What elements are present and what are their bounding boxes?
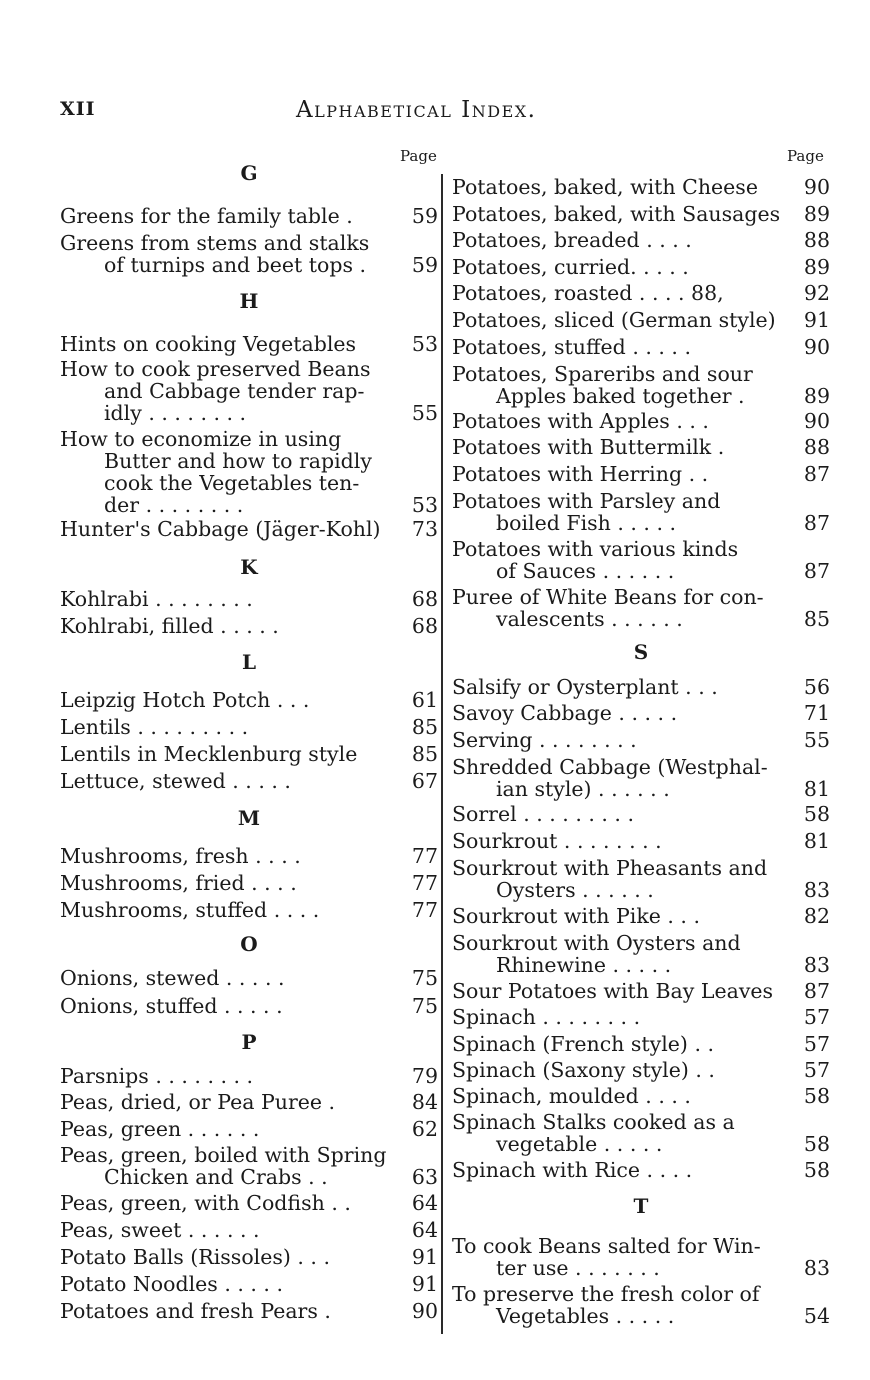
index-entry-line: Potatoes, Spareribs and sour — [452, 362, 753, 386]
index-entry-text — [452, 436, 830, 458]
index-entry-page: 75 — [411, 994, 438, 1018]
index-entry-text — [60, 995, 438, 1017]
index-entry-text — [452, 1283, 830, 1327]
index-entry — [452, 980, 830, 1002]
index-entry — [60, 872, 438, 894]
index-entry-page: 88 — [803, 435, 830, 459]
index-entry-line: Sourkrout with Pike . . . — [452, 904, 700, 928]
index-entry-text — [60, 899, 438, 921]
index-entry-text — [60, 1065, 438, 1087]
index-entry-page: 75 — [411, 966, 438, 990]
index-entry-line: Peas, dried, or Pea Puree . — [60, 1090, 336, 1114]
index-entry-text — [60, 1091, 438, 1113]
index-entry-text — [452, 702, 830, 724]
index-entry-line: Spinach (French style) . . — [452, 1032, 714, 1056]
index-entry-line: idly . . . . . . . . — [104, 401, 247, 425]
page-column-label-left: Page — [400, 147, 437, 165]
section-letter-s: S — [633, 640, 649, 664]
index-entry-page: 61 — [411, 688, 438, 712]
index-entry-page: 71 — [803, 701, 830, 725]
index-entry-line: Lettuce, stewed . . . . . — [60, 769, 291, 793]
index-entry-page: 54 — [803, 1304, 830, 1328]
index-entry — [60, 995, 438, 1017]
section-letter-m: M — [237, 806, 261, 830]
index-entry-line: ian style) . . . . . . — [496, 777, 670, 801]
index-entry-line: Sourkrout . . . . . . . . — [452, 829, 662, 853]
index-entry-text — [452, 830, 830, 852]
index-entry — [452, 932, 830, 976]
index-entry-line: boiled Fish . . . . . — [496, 511, 677, 535]
index-entry-line: Spinach Stalks cooked as a — [452, 1110, 735, 1134]
index-entry-text — [60, 1144, 438, 1188]
index-entry-line: valescents . . . . . . — [496, 607, 683, 631]
index-entry-line: Potatoes with Apples . . . — [452, 409, 709, 433]
index-entry-line: Rhinewine . . . . . — [496, 953, 672, 977]
index-entry-line: Mushrooms, stuffed . . . . — [60, 898, 320, 922]
index-entry-line: Mushrooms, fresh . . . . — [60, 844, 301, 868]
index-entry-page: 85 — [411, 715, 438, 739]
index-entry — [452, 1235, 830, 1279]
index-entry-line: Spinach . . . . . . . . — [452, 1005, 641, 1029]
index-entry-page: 87 — [803, 511, 830, 535]
index-entry-page: 63 — [411, 1165, 438, 1189]
section-letter-p: P — [241, 1030, 257, 1054]
index-entry — [452, 1283, 830, 1327]
index-entry-page: 82 — [803, 904, 830, 928]
index-entry-page: 90 — [803, 335, 830, 359]
index-entry-line: Shredded Cabbage (Westphal- — [452, 755, 768, 779]
section-letter-k: K — [240, 555, 258, 579]
index-entry — [452, 363, 830, 407]
index-entry-page: 58 — [803, 1158, 830, 1182]
index-entry-line: Apples baked together . — [496, 384, 745, 408]
index-entry — [60, 770, 438, 792]
index-entry — [452, 229, 830, 251]
index-entry-text — [452, 256, 830, 278]
section-letter-l: L — [241, 650, 257, 674]
index-entry-page: 55 — [803, 728, 830, 752]
index-entry — [60, 1300, 438, 1322]
index-entry-line: Onions, stuffed . . . . . — [60, 994, 283, 1018]
index-entry-page: 64 — [411, 1218, 438, 1242]
index-entry — [60, 358, 438, 424]
index-entry-page: 88 — [803, 228, 830, 252]
index-entry-page: 77 — [411, 898, 438, 922]
index-entry-page: 79 — [411, 1064, 438, 1088]
index-entry-page: 89 — [803, 202, 830, 226]
index-entry — [60, 205, 438, 227]
index-entry — [60, 689, 438, 711]
column-divider — [441, 174, 443, 1334]
index-entry-text — [452, 1059, 830, 1081]
index-entry — [452, 1085, 830, 1107]
index-entry-page: 68 — [411, 587, 438, 611]
index-entry-page: 77 — [411, 844, 438, 868]
index-entry-line: To preserve the fresh color of — [452, 1282, 760, 1306]
index-entry-line: Potatoes, roasted . . . . 88, — [452, 281, 724, 305]
index-entry-line: Lentils in Mecklenburg style — [60, 742, 358, 766]
index-entry-text — [60, 872, 438, 894]
index-entry-text — [452, 463, 830, 485]
index-entry — [60, 1273, 438, 1295]
index-entry — [452, 803, 830, 825]
index-entry-page: 84 — [411, 1090, 438, 1114]
index-entry — [452, 1111, 830, 1155]
index-entry — [452, 176, 830, 198]
index-entry-page: 57 — [803, 1058, 830, 1082]
index-entry — [60, 1065, 438, 1087]
index-entry — [452, 756, 830, 800]
index-entry — [452, 676, 830, 698]
index-entry — [60, 1219, 438, 1241]
index-entry — [60, 716, 438, 738]
index-entry — [452, 905, 830, 927]
index-entry-page: 57 — [803, 1005, 830, 1029]
index-entry-line: Salsify or Oysterplant . . . — [452, 675, 718, 699]
index-entry — [452, 729, 830, 751]
index-entry-text — [452, 229, 830, 251]
index-entry-text — [60, 518, 438, 540]
index-entry-line: Vegetables . . . . . — [496, 1304, 675, 1328]
index-entry — [60, 1246, 438, 1268]
index-entry-text — [452, 756, 830, 800]
index-entry — [60, 428, 438, 516]
index-entry-line: Lentils . . . . . . . . . — [60, 715, 249, 739]
index-entry-page: 92 — [803, 281, 830, 305]
index-entry-text — [452, 1111, 830, 1155]
index-entry — [452, 830, 830, 852]
index-entry-line: Peas, sweet . . . . . . — [60, 1218, 260, 1242]
index-entry-page: 59 — [411, 204, 438, 228]
page-title: Alphabetical Index. — [296, 97, 537, 123]
index-entry-line: Mushrooms, fried . . . . — [60, 871, 297, 895]
index-entry-text — [60, 716, 438, 738]
index-entry-line: and Cabbage tender rap- — [104, 379, 365, 403]
index-entry-page: 77 — [411, 871, 438, 895]
index-entry-text — [60, 205, 438, 227]
index-entry-page: 81 — [803, 777, 830, 801]
index-entry — [452, 1006, 830, 1028]
index-entry-text — [60, 1246, 438, 1268]
index-entry-line: Potatoes, curried. . . . . — [452, 255, 689, 279]
index-entry — [452, 1059, 830, 1081]
index-entry-line: Oysters . . . . . . — [496, 878, 654, 902]
index-entry-text — [452, 336, 830, 358]
index-entry-line: Greens for the family table . — [60, 204, 353, 228]
index-entry — [60, 1144, 438, 1188]
index-entry-page: 91 — [411, 1245, 438, 1269]
index-entry-text — [60, 743, 438, 765]
index-entry-line: Spinach (Saxony style) . . — [452, 1058, 715, 1082]
index-entry-page: 87 — [803, 559, 830, 583]
index-entry-text — [60, 588, 438, 610]
index-entry — [60, 232, 438, 276]
index-entry-text — [60, 1118, 438, 1140]
index-entry-line: Chicken and Crabs . . — [104, 1165, 328, 1189]
index-entry-page: 89 — [803, 384, 830, 408]
index-entry — [60, 845, 438, 867]
index-entry-line: vegetable . . . . . — [496, 1132, 663, 1156]
index-entry — [60, 1091, 438, 1113]
index-entry-text — [452, 1006, 830, 1028]
index-entry-page: 87 — [803, 979, 830, 1003]
index-entry-line: Sourkrout with Pheasants and — [452, 856, 768, 880]
index-entry-text — [60, 1300, 438, 1322]
index-entry-page: 58 — [803, 802, 830, 826]
index-entry-line: How to economize in using — [60, 427, 342, 451]
index-entry-line: of turnips and beet tops . — [104, 253, 367, 277]
index-entry-text — [452, 176, 830, 198]
index-entry-text — [452, 203, 830, 225]
section-letter-t: T — [633, 1194, 649, 1218]
index-entry-text — [452, 282, 830, 304]
index-entry-text — [452, 1033, 830, 1055]
index-entry — [452, 282, 830, 304]
index-entry-page: 85 — [411, 742, 438, 766]
index-entry-page: 81 — [803, 829, 830, 853]
index-entry-page: 64 — [411, 1191, 438, 1215]
index-entry-page: 56 — [803, 675, 830, 699]
index-entry-page: 57 — [803, 1032, 830, 1056]
index-entry-text — [452, 363, 830, 407]
index-entry-page: 90 — [803, 409, 830, 433]
index-entry — [452, 857, 830, 901]
index-entry-page: 73 — [411, 517, 438, 541]
index-entry-text — [60, 428, 438, 516]
index-entry — [452, 1159, 830, 1181]
index-entry-page: 55 — [411, 401, 438, 425]
index-entry — [60, 333, 438, 355]
section-letter-g: G — [240, 161, 258, 185]
index-entry-line: Potatoes, sliced (German style) — [452, 308, 776, 332]
index-entry — [452, 538, 830, 582]
section-letter-h: H — [239, 289, 259, 313]
index-entry-line: Peas, green, with Codfish . . — [60, 1191, 351, 1215]
index-entry-page: 85 — [803, 607, 830, 631]
index-entry-text — [452, 857, 830, 901]
index-entry — [452, 586, 830, 630]
index-entry — [60, 743, 438, 765]
index-entry-line: Peas, green . . . . . . — [60, 1117, 260, 1141]
index-entry-line: Potatoes, baked, with Sausages — [452, 202, 781, 226]
index-entry-text — [60, 1219, 438, 1241]
index-entry-text — [452, 410, 830, 432]
index-entry — [452, 490, 830, 534]
index-entry-text — [452, 586, 830, 630]
index-entry-page: 67 — [411, 769, 438, 793]
index-entry-text — [60, 333, 438, 355]
index-entry-line: Onions, stewed . . . . . — [60, 966, 285, 990]
index-entry — [60, 588, 438, 610]
index-entry-text — [452, 490, 830, 534]
index-entry-page: 58 — [803, 1132, 830, 1156]
index-entry-text — [60, 689, 438, 711]
index-entry-line: Serving . . . . . . . . — [452, 728, 637, 752]
index-entry-page: 83 — [803, 878, 830, 902]
index-entry-page: 68 — [411, 614, 438, 638]
index-entry — [452, 336, 830, 358]
index-entry-line: Kohlrabi, filled . . . . . — [60, 614, 279, 638]
index-entry-page: 91 — [411, 1272, 438, 1296]
index-entry-line: Parsnips . . . . . . . . — [60, 1064, 254, 1088]
index-entry-page: 83 — [803, 953, 830, 977]
index-entry-page: 53 — [411, 493, 438, 517]
index-entry-text — [452, 309, 830, 331]
index-entry-line: Spinach with Rice . . . . — [452, 1158, 693, 1182]
index-entry — [60, 899, 438, 921]
index-entry-text — [452, 729, 830, 751]
index-entry-line: Potato Noodles . . . . . — [60, 1272, 283, 1296]
index-entry — [452, 463, 830, 485]
index-entry-text — [452, 905, 830, 927]
index-entry-line: How to cook preserved Beans — [60, 357, 371, 381]
index-entry — [60, 967, 438, 989]
index-entry-line: Potato Balls (Rissoles) . . . — [60, 1245, 330, 1269]
index-entry-page: 87 — [803, 462, 830, 486]
index-entry-line: Sourkrout with Oysters and — [452, 931, 741, 955]
index-entry — [452, 203, 830, 225]
index-entry-line: Peas, green, boiled with Spring — [60, 1143, 387, 1167]
index-entry-page: 83 — [803, 1256, 830, 1280]
index-entry-line: Puree of White Beans for con- — [452, 585, 764, 609]
page-column-label-right: Page — [787, 147, 824, 165]
index-entry-line: Savoy Cabbage . . . . . — [452, 701, 678, 725]
page-number: XII — [60, 98, 96, 120]
index-entry — [452, 1033, 830, 1055]
index-entry-line: Hunter's Cabbage (Jäger-Kohl) — [60, 517, 381, 541]
section-letter-o: O — [240, 932, 258, 956]
index-entry-text — [60, 1273, 438, 1295]
index-entry-line: Butter and how to rapidly — [104, 449, 372, 473]
index-entry-page: 59 — [411, 253, 438, 277]
index-entry-line: Potatoes and fresh Pears . — [60, 1299, 331, 1323]
index-entry-line: ter use . . . . . . . — [496, 1256, 660, 1280]
index-entry-text — [60, 1192, 438, 1214]
index-entry-text — [452, 1085, 830, 1107]
index-entry-line: Spinach, moulded . . . . — [452, 1084, 691, 1108]
index-entry-text — [60, 967, 438, 989]
index-entry-page: 62 — [411, 1117, 438, 1141]
index-entry-text — [60, 232, 438, 276]
index-entry-line: Kohlrabi . . . . . . . . — [60, 587, 253, 611]
index-entry-text — [452, 932, 830, 976]
index-entry-line: To cook Beans salted for Win- — [452, 1234, 761, 1258]
index-entry-line: Hints on cooking Vegetables — [60, 332, 357, 356]
index-entry-text — [60, 358, 438, 424]
index-entry — [452, 256, 830, 278]
index-entry-text — [60, 770, 438, 792]
index-entry — [452, 702, 830, 724]
index-entry-line: Potatoes, baked, with Cheese — [452, 175, 758, 199]
index-entry — [60, 1192, 438, 1214]
index-entry-line: Greens from stems and stalks — [60, 231, 370, 255]
index-entry-text — [452, 1235, 830, 1279]
index-entry-text — [452, 676, 830, 698]
index-entry-line: Potatoes, stuffed . . . . . — [452, 335, 691, 359]
index-entry-text — [452, 803, 830, 825]
index-entry — [452, 309, 830, 331]
index-entry — [452, 436, 830, 458]
index-entry-page: 90 — [411, 1299, 438, 1323]
index-entry-text — [452, 980, 830, 1002]
index-entry-page: 89 — [803, 255, 830, 279]
index-entry-text — [60, 615, 438, 637]
index-entry-line: der . . . . . . . . — [104, 493, 244, 517]
index-entry-page: 91 — [803, 308, 830, 332]
index-entry-line: Leipzig Hotch Potch . . . — [60, 688, 310, 712]
index-entry-page: 53 — [411, 332, 438, 356]
index-entry-text — [452, 1159, 830, 1181]
index-entry-line: Potatoes with Parsley and — [452, 489, 721, 513]
index-entry-line: Potatoes with various kinds — [452, 537, 739, 561]
index-entry — [60, 615, 438, 637]
index-entry — [452, 410, 830, 432]
index-entry — [60, 1118, 438, 1140]
index-entry-line: Sorrel . . . . . . . . . — [452, 802, 634, 826]
index-entry — [60, 518, 438, 540]
index-entry-line: Potatoes with Buttermilk . — [452, 435, 725, 459]
index-entry-text — [452, 538, 830, 582]
index-entry-line: of Sauces . . . . . . — [496, 559, 675, 583]
index-entry-page: 58 — [803, 1084, 830, 1108]
index-entry-text — [60, 845, 438, 867]
index-entry-line: Potatoes with Herring . . — [452, 462, 709, 486]
index-entry-line: Sour Potatoes with Bay Leaves — [452, 979, 774, 1003]
index-entry-line: cook the Vegetables ten- — [104, 471, 360, 495]
index-entry-line: Potatoes, breaded . . . . — [452, 228, 692, 252]
index-entry-page: 90 — [803, 175, 830, 199]
